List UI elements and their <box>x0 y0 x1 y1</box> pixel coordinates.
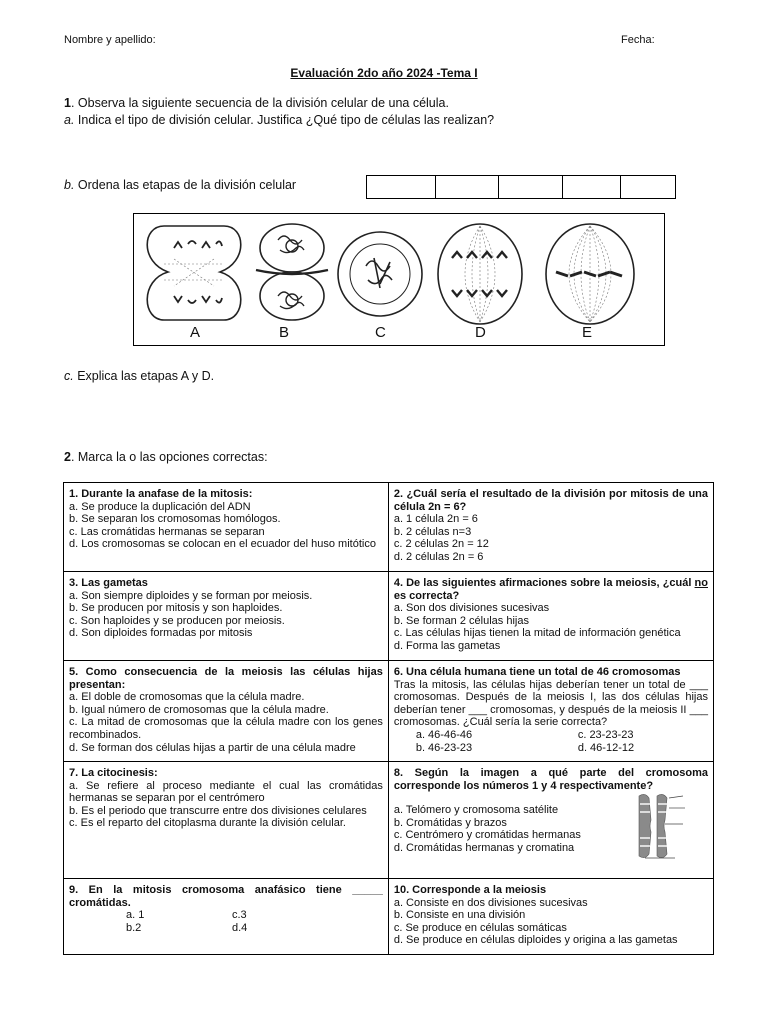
order-box[interactable] <box>499 176 563 198</box>
q2-number: 2 <box>64 450 71 464</box>
q-title <box>394 577 708 602</box>
q1-number: 1 <box>64 96 71 110</box>
cell-q8 <box>388 762 713 879</box>
option-item[interactable]: d. Se produce en células diploides y origina a las gametas <box>393 934 678 947</box>
q-title: 3. Las gametas <box>69 577 148 589</box>
option-item[interactable]: b. 2 células n=3 <box>393 525 472 538</box>
q1b-letter: b. <box>64 178 75 192</box>
name-label: Nombre y apellido: <box>64 34 156 46</box>
option-item[interactable]: c. Son haploides y se producen por meiosis. <box>69 614 285 627</box>
option-item[interactable]: d. Forma las gametas <box>393 639 501 652</box>
cell-q9 <box>64 879 389 955</box>
q-title: 8. Según la imagen a qué parte del cromosoma corresponde los números 1 y 4 respectivamente? <box>393 767 708 792</box>
q6-options-row <box>394 742 708 755</box>
option-item[interactable]: b. Se separan los cromosomas homólogos. <box>69 513 281 526</box>
option-item[interactable]: a. Se produce la duplicación del ADN <box>69 500 251 513</box>
date-label: Fecha: <box>621 34 655 46</box>
option-item[interactable]: c.3 <box>232 909 247 922</box>
option-item[interactable]: a. El doble de cromosomas que la célula madre. <box>69 691 305 704</box>
table-row <box>64 572 714 661</box>
q-title: 10. Corresponde a la meiosis <box>393 884 547 896</box>
option-item[interactable]: d.4 <box>232 921 248 934</box>
option-item[interactable]: d. Son diploides formadas por mitosis <box>69 627 253 640</box>
label-e: E <box>582 324 593 341</box>
cell-division-figure <box>133 213 665 346</box>
table-row <box>64 483 714 572</box>
q4-title-no: no <box>694 577 708 589</box>
q1c-letter: c. <box>64 369 74 383</box>
q9-options-row <box>69 909 383 922</box>
q1-statement <box>64 96 449 110</box>
cell-q7 <box>64 762 389 879</box>
cell-q6 <box>388 661 713 762</box>
option-item[interactable]: d. Cromátidas hermanas y cromatina <box>393 841 575 854</box>
option-item[interactable]: c. La mitad de cromosomas que la célula madre con los genes recombinados. <box>69 716 383 741</box>
label-b: B <box>279 324 290 341</box>
label-d: D <box>475 324 486 341</box>
option-item[interactable]: b. Se forman 2 células hijas <box>393 614 529 627</box>
order-answer-boxes <box>366 175 676 199</box>
options-table <box>63 482 714 955</box>
option-item[interactable]: c. 23-23-23 <box>577 728 634 741</box>
q1a-statement <box>64 113 494 127</box>
label-a: A <box>190 324 201 341</box>
order-box[interactable] <box>621 176 675 198</box>
cell-q2 <box>388 483 713 572</box>
option-item[interactable]: d. Se forman dos células hijas a partir de una célula madre <box>69 741 356 754</box>
chromosome-icon <box>625 790 695 862</box>
q2-statement <box>64 450 268 464</box>
option-item[interactable]: c. Se produce en células somáticas <box>393 921 567 934</box>
option-item[interactable]: a. 1 <box>126 909 145 922</box>
q2-text: . Marca la o las opciones correctas: <box>70 450 268 464</box>
option-item[interactable]: c. 2 células 2n = 12 <box>393 538 489 551</box>
cell-q4 <box>388 572 713 661</box>
cell-b-top-icon <box>260 224 324 272</box>
q1b-text: Ordena las etapas de la división celular <box>74 178 297 192</box>
cell-q3 <box>64 572 389 661</box>
option-item[interactable]: d. 2 células 2n = 6 <box>393 550 484 563</box>
cell-b-bottom-icon <box>260 272 324 320</box>
q1c-statement <box>64 369 214 383</box>
q-title: 6. Una célula humana tiene un total de 46 cromosomas <box>393 666 681 678</box>
order-box[interactable] <box>436 176 500 198</box>
option-item[interactable]: c. Las células hijas tienen la mitad de información genética <box>393 627 681 640</box>
option-item[interactable]: d. 46-12-12 <box>577 741 635 754</box>
option-item[interactable]: a. Se refiere al proceso mediante el cual las cromátidas hermanas se separan por el centrómero <box>69 779 383 805</box>
q1a-text: Indica el tipo de división celular. Justifica ¿Qué tipo de células las realizan? <box>74 113 495 127</box>
option-item[interactable]: c. Es el reparto del citoplasma durante la división celular. <box>69 817 346 830</box>
q-title: 9. En la mitosis cromosoma anafásico tiene _____ cromátidas. <box>69 884 383 909</box>
cell-q5 <box>64 661 389 762</box>
q6-options-row <box>394 729 708 742</box>
option-item[interactable]: b. 46-23-23 <box>415 741 473 754</box>
q9-options-row <box>69 922 383 935</box>
option-item[interactable]: a. 46-46-46 <box>415 728 473 741</box>
cell-q1 <box>64 483 389 572</box>
q1c-text: Explica las etapas A y D. <box>73 369 215 383</box>
option-item[interactable]: b.2 <box>126 921 142 934</box>
option-item[interactable]: a. Son siempre diploides y se forman por meiosis. <box>69 589 313 602</box>
option-item[interactable]: a. 1 célula 2n = 6 <box>393 513 478 526</box>
q1a-letter: a. <box>64 113 75 127</box>
option-item[interactable]: b. Consiste en una división <box>393 909 526 922</box>
q1b-statement <box>64 178 296 192</box>
option-item[interactable]: b. Igual número de cromosomas que la célula madre. <box>69 703 329 716</box>
cell-a-icon <box>147 226 241 320</box>
cell-c-icon <box>338 232 422 316</box>
table-row <box>64 661 714 762</box>
table-row <box>64 762 714 879</box>
option-item[interactable]: c. Centrómero y cromátidas hermanas <box>393 829 581 842</box>
option-item[interactable]: d. Los cromosomas se colocan en el ecuador del huso mitótico <box>69 538 376 551</box>
q-title: 7. La citocinesis: <box>69 767 158 779</box>
order-box[interactable] <box>367 176 436 198</box>
cell-q10 <box>388 879 713 955</box>
q-title: 2. ¿Cuál sería el resultado de la división por mitosis de una célula 2n = 6? <box>393 488 708 513</box>
q1-text: . Observa la siguiente secuencia de la división celular de una célula. <box>70 96 449 110</box>
option-item[interactable]: b. Cromátidas y brazos <box>393 816 507 829</box>
q4-title-part: es correcta? <box>393 589 460 602</box>
option-item[interactable]: a. Telómero y cromosoma satélite <box>393 804 559 817</box>
page-title: Evaluación 2do año 2024 -Tema I <box>290 66 478 80</box>
option-item[interactable]: b. Es el periodo que transcurre entre dos divisiones celulares <box>69 804 367 817</box>
q4-title-part: 4. De las siguientes afirmaciones sobre la meiosis, ¿cuál <box>393 577 695 589</box>
option-item[interactable]: c. Las cromátidas hermanas se separan <box>69 525 265 538</box>
q6-body: Tras la mitosis, las células hijas deberían tener un total de ___ cromosomas. Después de la meiosis I, las dos células hijas deberían tener ___ cromosomas, y después de la meiosis II ___ cromosomas. ¿Cuál sería la serie correcta? <box>393 678 708 729</box>
option-item[interactable]: a. Consiste en dos divisiones sucesivas <box>393 896 588 909</box>
q-title: 5. Como consecuencia de la meiosis las células hijas presentan: <box>69 666 383 691</box>
option-item[interactable]: b. Se producen por mitosis y son haploides. <box>69 602 283 615</box>
order-box[interactable] <box>563 176 622 198</box>
q-title: 1. Durante la anafase de la mitosis: <box>69 488 253 500</box>
option-item[interactable]: a. Son dos divisiones sucesivas <box>393 602 550 615</box>
table-row <box>64 879 714 955</box>
label-c: C <box>375 324 386 341</box>
